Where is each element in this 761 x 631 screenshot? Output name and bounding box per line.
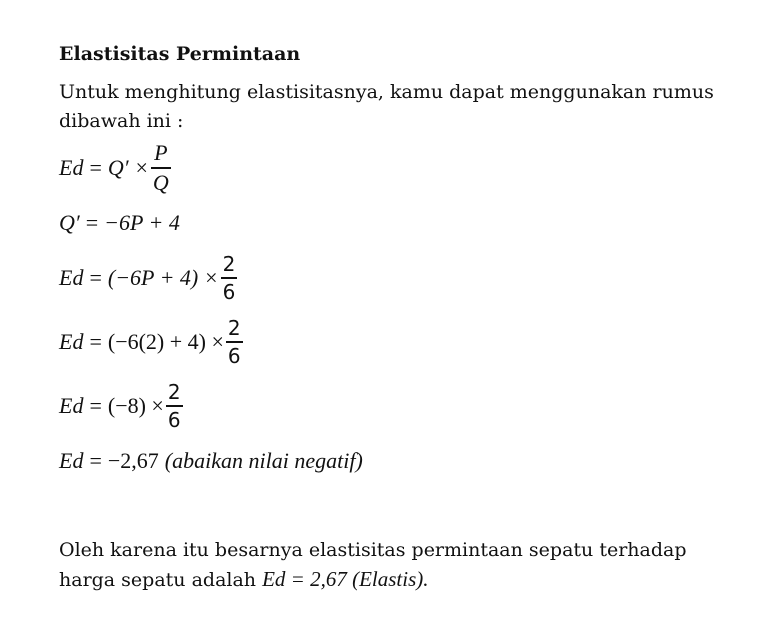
eq2-equals: =: [85, 210, 99, 235]
conclusion-line-2-text: harga sepatu adalah: [59, 569, 257, 591]
equation-4: [59, 310, 739, 374]
eq4-expr: (−6(2) + 4) ×: [107, 329, 224, 354]
eq6-equals: =: [89, 448, 102, 473]
eq1-numerator: P: [154, 140, 168, 166]
intro-paragraph: Untuk menghitung elastisitasnya, kamu dapat menggunakan rumus dibawah ini :: [59, 81, 714, 132]
eq6-lhs: Ed: [59, 448, 84, 473]
eq6-note: (abaikan nilai negatif): [164, 448, 363, 473]
eq5-expr: (−8) ×: [107, 393, 164, 418]
eq1-lhs: Ed: [59, 155, 84, 180]
eq3-fraction: [221, 252, 238, 304]
eq5-numerator: 2: [167, 380, 181, 405]
eq3-denominator: 6: [222, 279, 236, 304]
conclusion-paragraph: [59, 536, 739, 595]
eq2-lhs: Q′: [59, 210, 80, 235]
equation-5: [59, 374, 739, 438]
eq1-expr: Q′ ×: [107, 155, 149, 180]
equation-1: [59, 136, 739, 200]
eq1-fraction: [151, 142, 171, 193]
eq3-fraction-bar: [221, 277, 238, 278]
eq3-lhs: Ed: [59, 265, 84, 290]
conclusion-line-2-math: Ed = 2,67 (Elastis).: [262, 567, 429, 591]
eq3-numerator: 2: [222, 252, 236, 277]
eq1-fraction-bar: [151, 167, 171, 168]
eq4-denominator: 6: [227, 343, 241, 368]
eq6-value: −2,67: [107, 448, 159, 473]
section-title: Elastisitas Permintaan: [59, 43, 301, 65]
eq5-denominator: 6: [167, 407, 181, 432]
eq2-expr: −6P + 4: [104, 210, 180, 235]
equation-2: [59, 200, 739, 246]
equation-3: [59, 246, 739, 310]
equation-6: [59, 438, 739, 484]
eq3-expr: (−6P + 4) ×: [107, 265, 219, 290]
eq3-equals: =: [89, 265, 102, 290]
eq4-numerator: 2: [227, 316, 241, 341]
eq5-lhs: Ed: [59, 393, 84, 418]
eq4-fraction: [226, 316, 243, 368]
document-body: [59, 40, 739, 595]
eq4-fraction-bar: [226, 341, 243, 342]
conclusion-line-1: Oleh karena itu besarnya elastisitas permintaan sepatu terhadap: [59, 539, 687, 561]
eq4-lhs: Ed: [59, 329, 84, 354]
eq5-fraction: [166, 380, 183, 432]
eq4-equals: =: [89, 329, 102, 354]
eq1-equals: =: [89, 155, 102, 180]
eq1-denominator: Q: [152, 169, 169, 195]
eq5-equals: =: [89, 393, 102, 418]
eq5-fraction-bar: [166, 405, 183, 406]
spacer: [59, 484, 739, 536]
